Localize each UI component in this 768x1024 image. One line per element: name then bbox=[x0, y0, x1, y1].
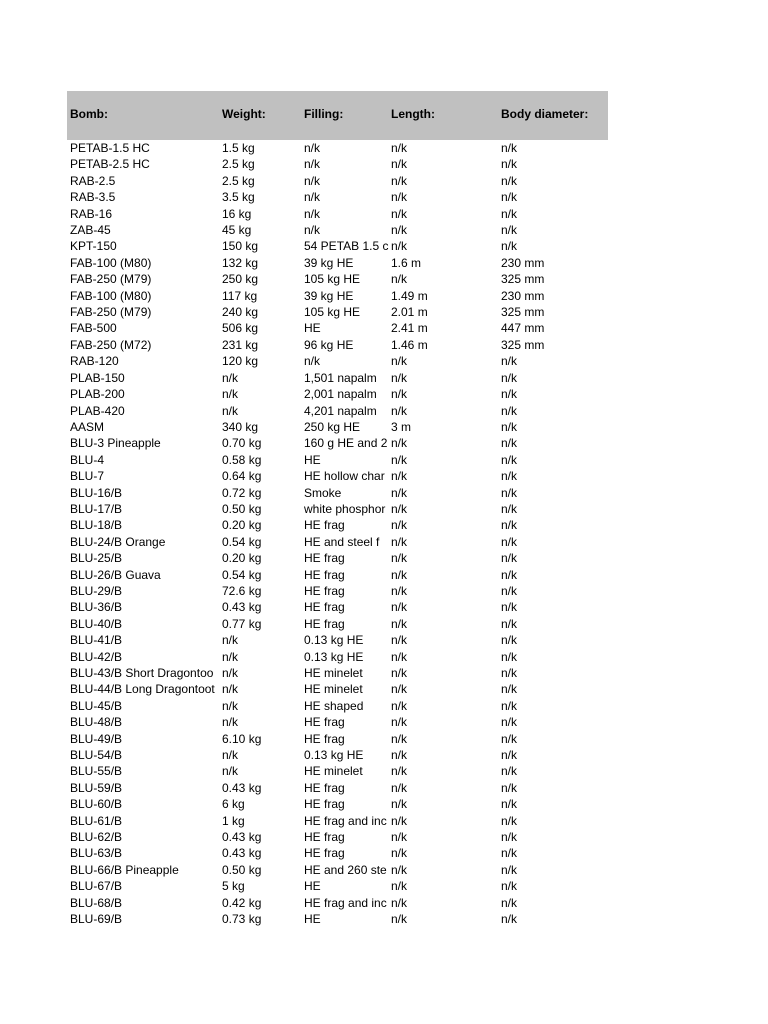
cell-bomb: FAB-100 (M80) bbox=[70, 288, 152, 303]
cell-length: n/k bbox=[391, 731, 408, 746]
cell-length: n/k bbox=[391, 764, 408, 779]
cell-filling: 39 kg HE bbox=[304, 255, 354, 270]
cell-length: n/k bbox=[391, 862, 408, 877]
cell-weight: n/k bbox=[222, 403, 239, 418]
table-row bbox=[67, 665, 608, 681]
table-row bbox=[67, 337, 608, 353]
cell-body-diameter: n/k bbox=[501, 173, 518, 188]
cell-body-diameter: n/k bbox=[501, 912, 518, 927]
cell-body-diameter: n/k bbox=[501, 862, 518, 877]
cell-length: n/k bbox=[391, 879, 408, 894]
cell-weight: 0.77 kg bbox=[222, 616, 262, 631]
cell-body-diameter: n/k bbox=[501, 583, 518, 598]
cell-weight: 0.73 kg bbox=[222, 912, 262, 927]
cell-weight: 250 kg bbox=[222, 272, 259, 287]
cell-length: n/k bbox=[391, 452, 408, 467]
cell-body-diameter: n/k bbox=[501, 846, 518, 861]
table-row bbox=[67, 796, 608, 812]
cell-bomb: RAB-120 bbox=[70, 354, 119, 369]
cell-length: n/k bbox=[391, 698, 408, 713]
cell-length: n/k bbox=[391, 190, 408, 205]
cell-filling: HE frag and inc bbox=[304, 895, 387, 910]
cell-bomb: PLAB-150 bbox=[70, 370, 125, 385]
cell-body-diameter: n/k bbox=[501, 157, 518, 172]
table-row bbox=[67, 353, 608, 369]
cell-bomb: FAB-250 (M79) bbox=[70, 305, 152, 320]
cell-weight: n/k bbox=[222, 764, 239, 779]
cell-bomb: FAB-100 (M80) bbox=[70, 255, 152, 270]
cell-filling: 2,001 napalm bbox=[304, 387, 377, 402]
cell-weight: 506 kg bbox=[222, 321, 259, 336]
cell-body-diameter: n/k bbox=[501, 419, 518, 434]
table-row bbox=[67, 599, 608, 615]
cell-weight: 120 kg bbox=[222, 354, 259, 369]
cell-body-diameter: n/k bbox=[501, 797, 518, 812]
cell-length: n/k bbox=[391, 649, 408, 664]
cell-length: n/k bbox=[391, 370, 408, 385]
table-row bbox=[67, 681, 608, 697]
cell-weight: 0.72 kg bbox=[222, 485, 262, 500]
cell-filling: 105 kg HE bbox=[304, 272, 361, 287]
cell-length: n/k bbox=[391, 173, 408, 188]
cell-length: n/k bbox=[391, 666, 408, 680]
cell-length: n/k bbox=[391, 748, 408, 763]
cell-body-diameter: n/k bbox=[501, 518, 518, 533]
cell-body-diameter: n/k bbox=[501, 698, 518, 713]
cell-length: n/k bbox=[391, 485, 408, 500]
table-row bbox=[67, 534, 608, 550]
cell-bomb: PLAB-420 bbox=[70, 403, 125, 418]
cell-weight: n/k bbox=[222, 682, 239, 697]
cell-weight: 0.20 kg bbox=[222, 551, 262, 566]
cell-bomb: BLU-18/B bbox=[70, 518, 123, 533]
cell-filling: HE minelet bbox=[304, 666, 363, 680]
table-header bbox=[67, 91, 608, 140]
cell-body-diameter: n/k bbox=[501, 485, 518, 500]
cell-bomb: RAB-3.5 bbox=[70, 190, 116, 205]
cell-bomb: BLU-62/B bbox=[70, 830, 123, 845]
cell-filling: n/k bbox=[304, 173, 321, 188]
cell-bomb: FAB-500 bbox=[70, 321, 117, 336]
cell-body-diameter: 325 mm bbox=[501, 337, 545, 352]
cell-filling: n/k bbox=[304, 206, 321, 221]
cell-weight: 0.64 kg bbox=[222, 469, 262, 484]
cell-body-diameter: n/k bbox=[501, 895, 518, 910]
table-row bbox=[67, 501, 608, 517]
cell-weight: 1.5 kg bbox=[222, 141, 255, 155]
table-row bbox=[67, 616, 608, 632]
cell-bomb: BLU-44/B Long Dragontoot bbox=[70, 682, 215, 697]
cell-weight: n/k bbox=[222, 666, 239, 680]
cell-bomb: BLU-49/B bbox=[70, 731, 123, 746]
cell-body-diameter: 325 mm bbox=[501, 305, 545, 320]
cell-filling: HE minelet bbox=[304, 682, 363, 697]
cell-filling: n/k bbox=[304, 223, 321, 238]
cell-filling: HE and 260 ste bbox=[304, 862, 387, 877]
table-row bbox=[67, 731, 608, 747]
cell-length: n/k bbox=[391, 583, 408, 598]
cell-weight: 72.6 kg bbox=[222, 583, 262, 598]
table-row bbox=[67, 370, 608, 386]
cell-filling: HE bbox=[304, 452, 321, 467]
cell-filling: HE frag bbox=[304, 797, 345, 812]
cell-weight: n/k bbox=[222, 387, 239, 402]
cell-length: 1.46 m bbox=[391, 337, 428, 352]
cell-filling: HE frag bbox=[304, 830, 345, 845]
cell-filling: 1,501 napalm bbox=[304, 370, 377, 385]
header-body-diameter: Body diameter: bbox=[501, 107, 589, 121]
cell-weight: n/k bbox=[222, 698, 239, 713]
cell-weight: 0.43 kg bbox=[222, 846, 262, 861]
cell-filling: n/k bbox=[304, 141, 321, 155]
cell-bomb: BLU-60/B bbox=[70, 797, 123, 812]
cell-weight: 0.43 kg bbox=[222, 600, 262, 615]
cell-filling: HE frag bbox=[304, 600, 345, 615]
cell-bomb: BLU-67/B bbox=[70, 879, 123, 894]
cell-body-diameter: 230 mm bbox=[501, 255, 545, 270]
cell-body-diameter: n/k bbox=[501, 715, 518, 730]
cell-filling: Smoke bbox=[304, 485, 342, 500]
header-filling: Filling: bbox=[304, 107, 344, 121]
table-row bbox=[67, 189, 608, 205]
cell-filling: white phosphor bbox=[304, 501, 386, 516]
table-row bbox=[67, 911, 608, 927]
cell-weight: 6.10 kg bbox=[222, 731, 262, 746]
table-row bbox=[67, 435, 608, 451]
cell-weight: n/k bbox=[222, 748, 239, 763]
cell-body-diameter: n/k bbox=[501, 649, 518, 664]
cell-length: n/k bbox=[391, 354, 408, 369]
cell-weight: 240 kg bbox=[222, 305, 259, 320]
cell-body-diameter: n/k bbox=[501, 879, 518, 894]
cell-length: n/k bbox=[391, 600, 408, 615]
cell-filling: n/k bbox=[304, 190, 321, 205]
cell-weight: 45 kg bbox=[222, 223, 252, 238]
table-row bbox=[67, 386, 608, 402]
table-row bbox=[67, 845, 608, 861]
cell-bomb: FAB-250 (M79) bbox=[70, 272, 152, 287]
cell-length: n/k bbox=[391, 912, 408, 927]
cell-body-diameter: n/k bbox=[501, 223, 518, 238]
cell-bomb: RAB-2.5 bbox=[70, 173, 116, 188]
cell-bomb: BLU-16/B bbox=[70, 485, 123, 500]
cell-body-diameter: n/k bbox=[501, 239, 518, 254]
cell-bomb: BLU-42/B bbox=[70, 649, 123, 664]
cell-length: n/k bbox=[391, 715, 408, 730]
table-row bbox=[67, 550, 608, 566]
cell-bomb: KPT-150 bbox=[70, 239, 117, 254]
cell-weight: n/k bbox=[222, 370, 239, 385]
cell-body-diameter: n/k bbox=[501, 830, 518, 845]
cell-bomb: PLAB-200 bbox=[70, 387, 125, 402]
cell-weight: n/k bbox=[222, 715, 239, 730]
bomb-table bbox=[67, 91, 608, 928]
cell-weight: 0.43 kg bbox=[222, 830, 262, 845]
table-row bbox=[67, 403, 608, 419]
cell-weight: 1 kg bbox=[222, 813, 245, 828]
table-row bbox=[67, 583, 608, 599]
cell-body-diameter: n/k bbox=[501, 600, 518, 615]
cell-filling: HE hollow char bbox=[304, 469, 385, 484]
cell-filling: 0.13 kg HE bbox=[304, 649, 364, 664]
cell-weight: 2.5 kg bbox=[222, 157, 255, 172]
table-row bbox=[67, 468, 608, 484]
cell-length: n/k bbox=[391, 780, 408, 795]
cell-filling: 4,201 napalm bbox=[304, 403, 377, 418]
cell-bomb: BLU-68/B bbox=[70, 895, 123, 910]
cell-filling: HE frag bbox=[304, 551, 345, 566]
cell-bomb: BLU-61/B bbox=[70, 813, 123, 828]
cell-length: n/k bbox=[391, 551, 408, 566]
cell-body-diameter: n/k bbox=[501, 666, 518, 680]
cell-body-diameter: n/k bbox=[501, 616, 518, 631]
cell-filling: n/k bbox=[304, 157, 321, 172]
cell-filling: HE bbox=[304, 879, 321, 894]
cell-weight: 0.70 kg bbox=[222, 436, 262, 451]
cell-body-diameter: n/k bbox=[501, 469, 518, 484]
cell-length: n/k bbox=[391, 157, 408, 172]
table-row bbox=[67, 895, 608, 911]
table-row bbox=[67, 878, 608, 894]
cell-bomb: BLU-43/B Short Dragontoo bbox=[70, 666, 214, 680]
cell-length: n/k bbox=[391, 403, 408, 418]
cell-weight: 3.5 kg bbox=[222, 190, 255, 205]
cell-length: 1.49 m bbox=[391, 288, 428, 303]
cell-body-diameter: n/k bbox=[501, 190, 518, 205]
cell-length: n/k bbox=[391, 846, 408, 861]
cell-body-diameter: n/k bbox=[501, 567, 518, 582]
table-row bbox=[67, 206, 608, 222]
cell-bomb: BLU-25/B bbox=[70, 551, 123, 566]
cell-body-diameter: n/k bbox=[501, 633, 518, 648]
cell-filling: 96 kg HE bbox=[304, 337, 354, 352]
cell-body-diameter: n/k bbox=[501, 764, 518, 779]
table-row bbox=[67, 255, 608, 271]
cell-bomb: BLU-40/B bbox=[70, 616, 123, 631]
cell-filling: HE frag bbox=[304, 518, 345, 533]
table-row bbox=[67, 271, 608, 287]
cell-body-diameter: n/k bbox=[501, 551, 518, 566]
cell-length: 3 m bbox=[391, 419, 412, 434]
cell-body-diameter: n/k bbox=[501, 370, 518, 385]
cell-filling: 54 PETAB 1.5 c bbox=[304, 239, 389, 254]
table-row bbox=[67, 649, 608, 665]
cell-weight: 0.54 kg bbox=[222, 567, 262, 582]
cell-body-diameter: n/k bbox=[501, 682, 518, 697]
cell-filling: HE bbox=[304, 912, 321, 927]
cell-filling: HE frag bbox=[304, 567, 345, 582]
cell-bomb: BLU-26/B Guava bbox=[70, 567, 161, 582]
table-row bbox=[67, 485, 608, 501]
cell-body-diameter: n/k bbox=[501, 534, 518, 549]
cell-weight: 6 kg bbox=[222, 797, 245, 812]
cell-weight: 231 kg bbox=[222, 337, 259, 352]
cell-length: n/k bbox=[391, 567, 408, 582]
cell-filling: 250 kg HE bbox=[304, 419, 361, 434]
cell-filling: HE frag bbox=[304, 780, 345, 795]
cell-length: 1.6 m bbox=[391, 255, 422, 270]
cell-bomb: PETAB-2.5 HC bbox=[70, 157, 150, 172]
cell-filling: 39 kg HE bbox=[304, 288, 354, 303]
cell-filling: HE shaped bbox=[304, 698, 364, 713]
cell-body-diameter: 325 mm bbox=[501, 272, 545, 287]
cell-length: 2.41 m bbox=[391, 321, 428, 336]
cell-bomb: PETAB-1.5 HC bbox=[70, 141, 150, 155]
cell-length: n/k bbox=[391, 534, 408, 549]
cell-body-diameter: n/k bbox=[501, 403, 518, 418]
cell-weight: 0.43 kg bbox=[222, 780, 262, 795]
cell-body-diameter: n/k bbox=[501, 452, 518, 467]
cell-bomb: BLU-45/B bbox=[70, 698, 123, 713]
cell-weight: 5 kg bbox=[222, 879, 245, 894]
cell-bomb: BLU-55/B bbox=[70, 764, 123, 779]
cell-length: n/k bbox=[391, 141, 408, 155]
cell-bomb: BLU-59/B bbox=[70, 780, 123, 795]
table-row bbox=[67, 156, 608, 172]
cell-body-diameter: 230 mm bbox=[501, 288, 545, 303]
cell-weight: 150 kg bbox=[222, 239, 259, 254]
cell-weight: 0.20 kg bbox=[222, 518, 262, 533]
cell-length: n/k bbox=[391, 436, 408, 451]
table-row bbox=[67, 862, 608, 878]
cell-length: n/k bbox=[391, 830, 408, 845]
cell-bomb: BLU-24/B Orange bbox=[70, 534, 166, 549]
cell-filling: 105 kg HE bbox=[304, 305, 361, 320]
cell-bomb: RAB-16 bbox=[70, 206, 113, 221]
cell-filling: 0.13 kg HE bbox=[304, 748, 364, 763]
cell-weight: n/k bbox=[222, 649, 239, 664]
cell-length: n/k bbox=[391, 469, 408, 484]
table-row bbox=[67, 419, 608, 435]
header-bomb: Bomb: bbox=[70, 107, 108, 121]
cell-filling: 0.13 kg HE bbox=[304, 633, 364, 648]
cell-filling: HE frag bbox=[304, 715, 345, 730]
cell-bomb: BLU-7 bbox=[70, 469, 105, 484]
table-body bbox=[67, 140, 608, 928]
cell-filling: HE and steel f bbox=[304, 534, 380, 549]
table-row bbox=[67, 173, 608, 189]
cell-body-diameter: n/k bbox=[501, 748, 518, 763]
cell-bomb: BLU-17/B bbox=[70, 501, 123, 516]
cell-bomb: BLU-4 bbox=[70, 452, 105, 467]
cell-filling: HE frag bbox=[304, 616, 345, 631]
cell-bomb: FAB-250 (M72) bbox=[70, 337, 152, 352]
cell-weight: 340 kg bbox=[222, 419, 259, 434]
table-row bbox=[67, 517, 608, 533]
table-row bbox=[67, 632, 608, 648]
cell-length: n/k bbox=[391, 797, 408, 812]
cell-bomb: BLU-69/B bbox=[70, 912, 123, 927]
cell-weight: 0.54 kg bbox=[222, 534, 262, 549]
cell-body-diameter: n/k bbox=[501, 141, 518, 155]
cell-weight: n/k bbox=[222, 633, 239, 648]
table-row bbox=[67, 567, 608, 583]
cell-weight: 0.42 kg bbox=[222, 895, 262, 910]
table-row bbox=[67, 140, 608, 156]
cell-bomb: BLU-66/B Pineapple bbox=[70, 862, 179, 877]
cell-length: n/k bbox=[391, 223, 408, 238]
cell-body-diameter: n/k bbox=[501, 436, 518, 451]
cell-body-diameter: n/k bbox=[501, 780, 518, 795]
cell-length: n/k bbox=[391, 682, 408, 697]
cell-filling: HE minelet bbox=[304, 764, 363, 779]
table-row bbox=[67, 288, 608, 304]
cell-bomb: BLU-54/B bbox=[70, 748, 123, 763]
cell-body-diameter: n/k bbox=[501, 731, 518, 746]
cell-body-diameter: n/k bbox=[501, 813, 518, 828]
table-row bbox=[67, 780, 608, 796]
cell-body-diameter: n/k bbox=[501, 206, 518, 221]
cell-bomb: BLU-48/B bbox=[70, 715, 123, 730]
cell-bomb: BLU-63/B bbox=[70, 846, 123, 861]
cell-body-diameter: n/k bbox=[501, 354, 518, 369]
cell-length: n/k bbox=[391, 518, 408, 533]
table-row bbox=[67, 829, 608, 845]
cell-length: n/k bbox=[391, 633, 408, 648]
table-row bbox=[67, 452, 608, 468]
cell-weight: 0.50 kg bbox=[222, 501, 262, 516]
cell-bomb: BLU-36/B bbox=[70, 600, 123, 615]
cell-filling: n/k bbox=[304, 354, 321, 369]
table-row bbox=[67, 813, 608, 829]
table-row bbox=[67, 222, 608, 238]
cell-bomb: BLU-41/B bbox=[70, 633, 123, 648]
cell-filling: HE frag and inc bbox=[304, 813, 387, 828]
cell-length: n/k bbox=[391, 206, 408, 221]
table-row bbox=[67, 238, 608, 254]
cell-filling: HE frag bbox=[304, 731, 345, 746]
table-row bbox=[67, 714, 608, 730]
table-row bbox=[67, 698, 608, 714]
cell-body-diameter: n/k bbox=[501, 387, 518, 402]
cell-length: 2.01 m bbox=[391, 305, 428, 320]
cell-bomb: BLU-29/B bbox=[70, 583, 123, 598]
cell-body-diameter: n/k bbox=[501, 501, 518, 516]
cell-body-diameter: 447 mm bbox=[501, 321, 545, 336]
cell-length: n/k bbox=[391, 501, 408, 516]
cell-weight: 16 kg bbox=[222, 206, 252, 221]
cell-weight: 2.5 kg bbox=[222, 173, 255, 188]
cell-bomb: AASM bbox=[70, 419, 105, 434]
cell-length: n/k bbox=[391, 813, 408, 828]
cell-filling: HE frag bbox=[304, 846, 345, 861]
cell-length: n/k bbox=[391, 387, 408, 402]
table-row bbox=[67, 304, 608, 320]
cell-bomb: BLU-3 Pineapple bbox=[70, 436, 161, 451]
table-row bbox=[67, 747, 608, 763]
header-length: Length: bbox=[391, 107, 435, 121]
cell-weight: 0.58 kg bbox=[222, 452, 262, 467]
cell-filling: HE bbox=[304, 321, 321, 336]
table-row bbox=[67, 320, 608, 336]
cell-weight: 132 kg bbox=[222, 255, 259, 270]
table-row bbox=[67, 763, 608, 779]
cell-length: n/k bbox=[391, 239, 408, 254]
cell-filling: HE frag bbox=[304, 583, 345, 598]
header-weight: Weight: bbox=[222, 107, 266, 121]
cell-length: n/k bbox=[391, 616, 408, 631]
cell-length: n/k bbox=[391, 895, 408, 910]
cell-bomb: ZAB-45 bbox=[70, 223, 111, 238]
cell-filling: 160 g HE and 2 bbox=[304, 436, 388, 451]
cell-length: n/k bbox=[391, 272, 408, 287]
cell-weight: 117 kg bbox=[222, 288, 258, 303]
cell-weight: 0.50 kg bbox=[222, 862, 262, 877]
